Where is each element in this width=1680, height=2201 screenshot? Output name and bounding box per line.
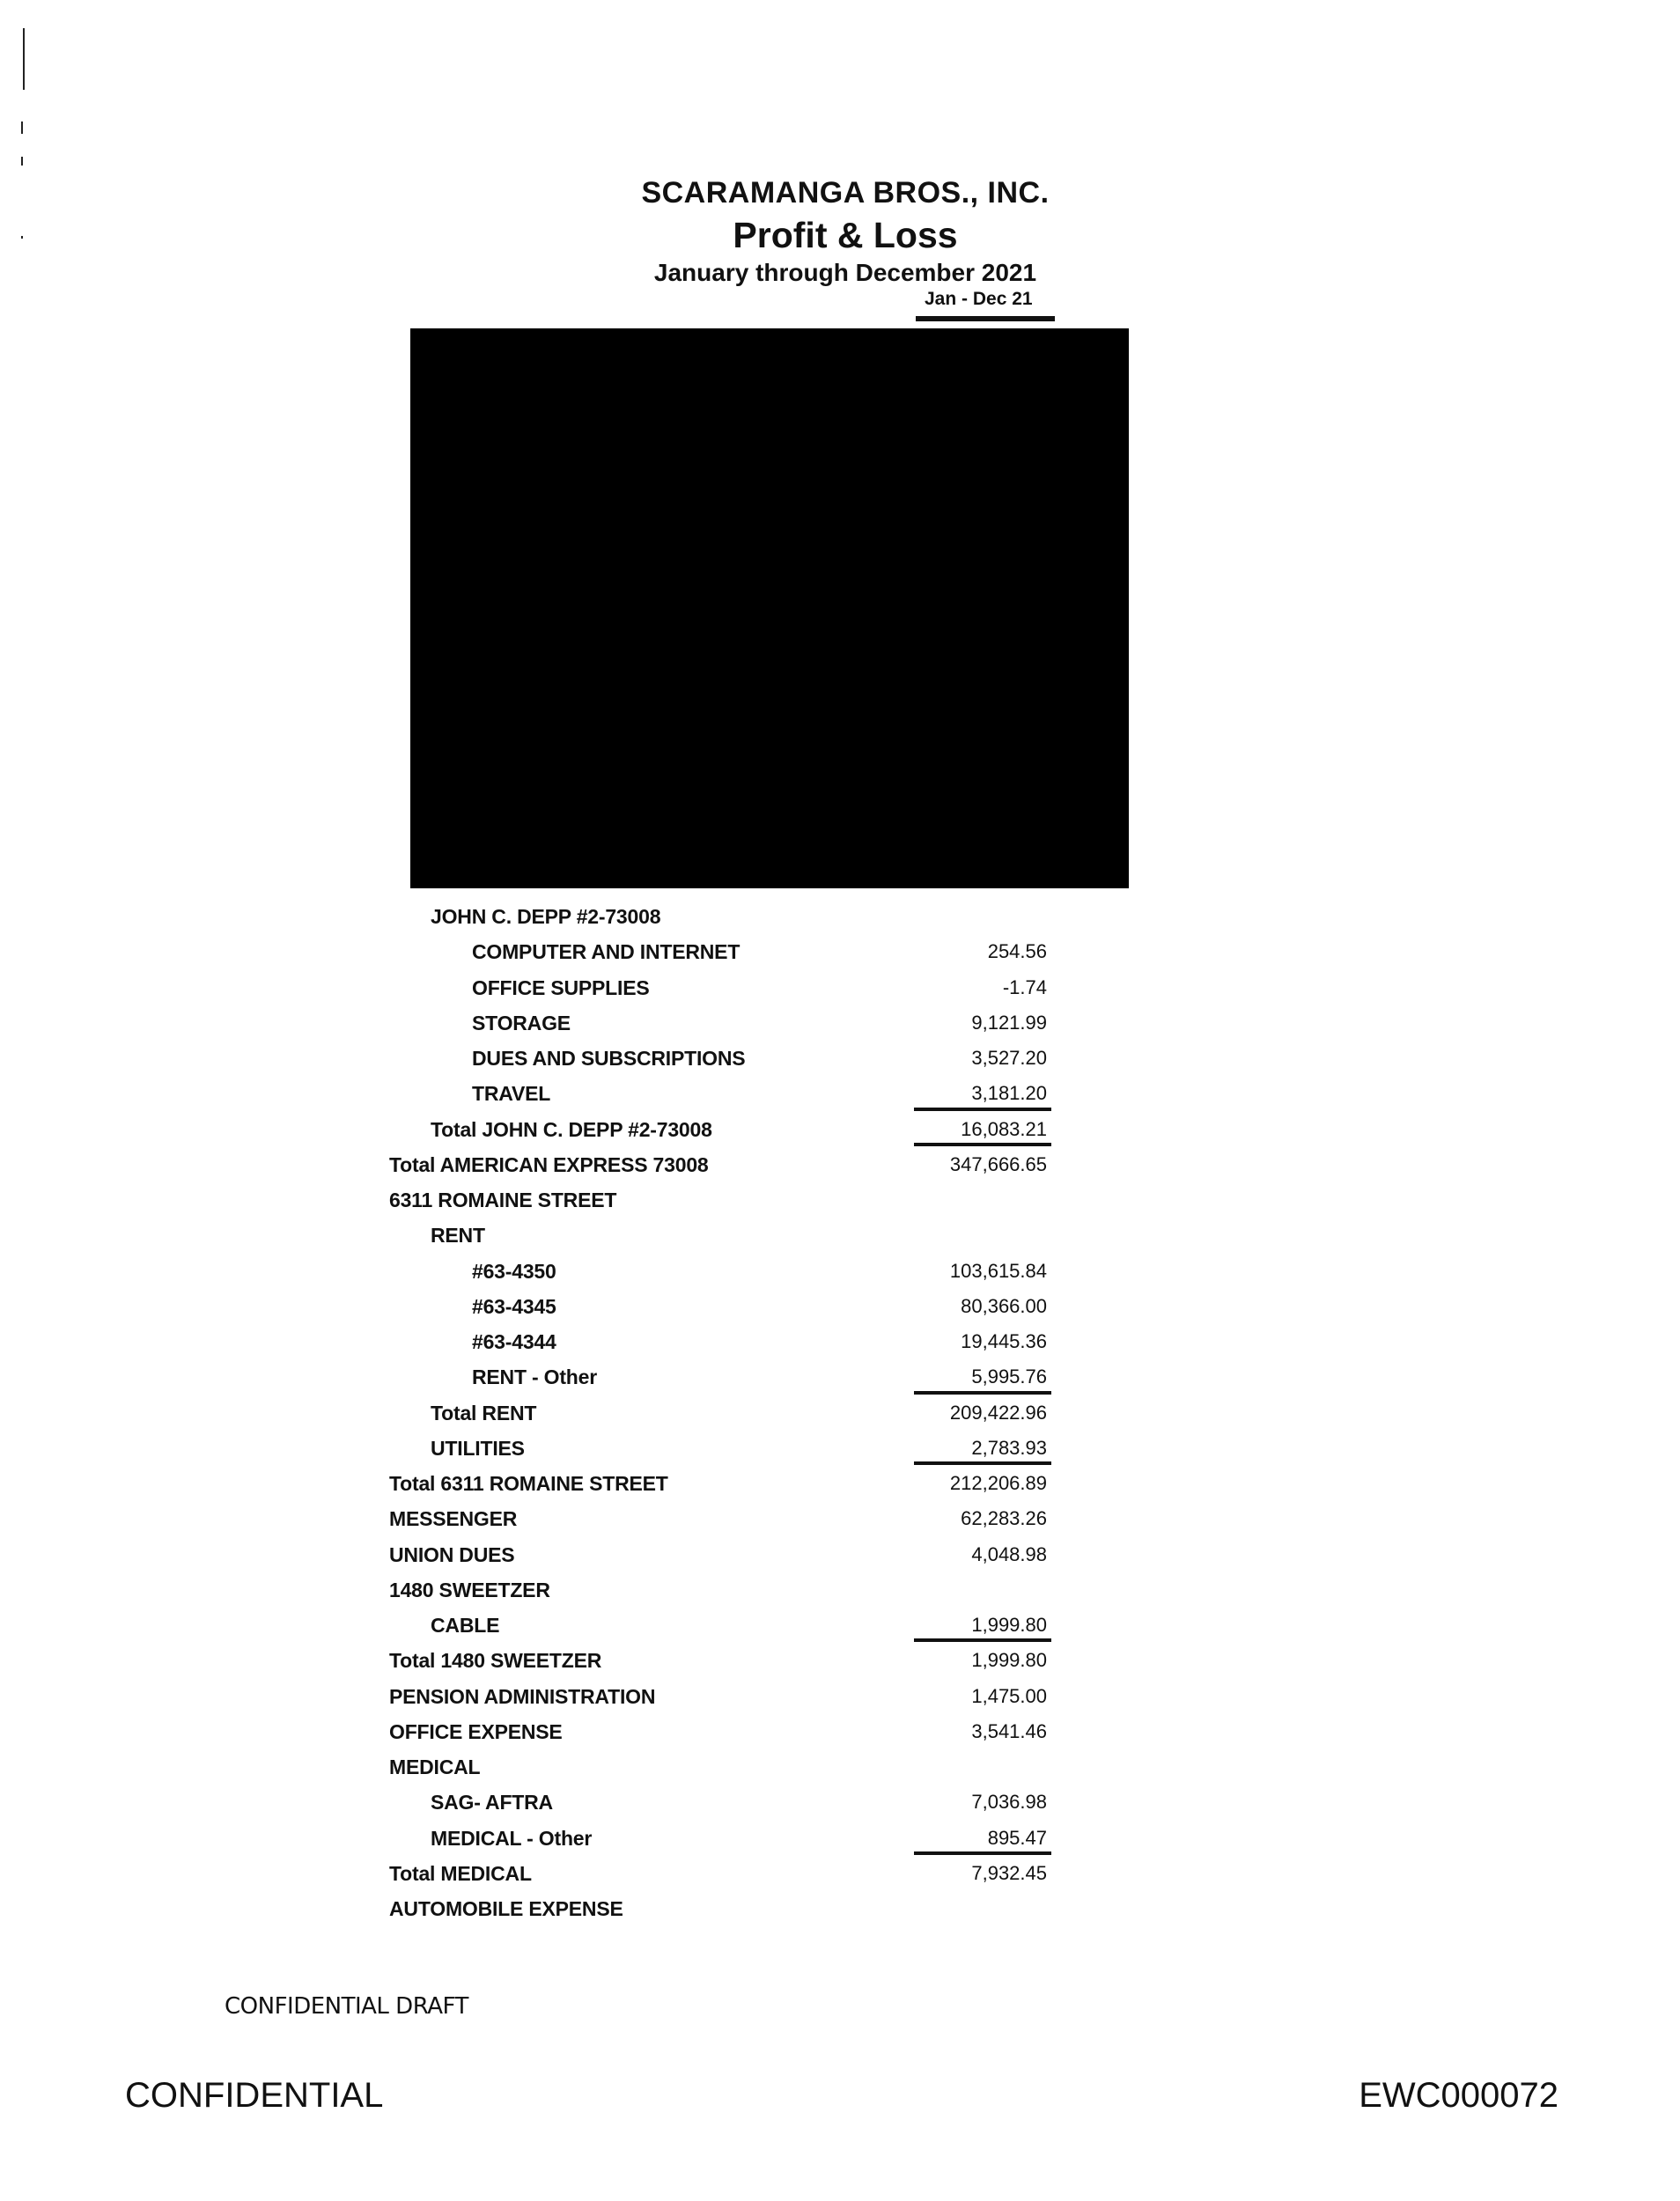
row-value: 19,445.36 xyxy=(961,1330,1047,1352)
statement-row xyxy=(0,1253,1680,1288)
column-header: Jan - Dec 21 xyxy=(925,289,1033,309)
row-label: DUES AND SUBSCRIPTIONS xyxy=(472,1047,746,1070)
row-label: STORAGE xyxy=(472,1011,571,1034)
row-label: OFFICE SUPPLIES xyxy=(472,975,650,999)
statement-row xyxy=(0,1358,1680,1394)
statement-row xyxy=(0,1181,1680,1217)
row-value: 3,527.20 xyxy=(971,1047,1047,1069)
statement-row xyxy=(0,1288,1680,1323)
row-value: 209,422.96 xyxy=(949,1401,1047,1424)
confidential-draft-stamp: CONFIDENTIAL DRAFT xyxy=(225,1993,468,2020)
row-label: COMPUTER AND INTERNET xyxy=(472,940,741,964)
statement-row xyxy=(0,969,1680,1005)
row-label: Total 1480 SWEETZER xyxy=(389,1649,602,1673)
row-value: 5,995.76 xyxy=(971,1366,1047,1388)
row-label: RENT xyxy=(431,1224,485,1248)
bates-number: EWC000072 xyxy=(1359,2076,1558,2115)
row-value: 347,666.65 xyxy=(949,1152,1047,1175)
row-label: Total JOHN C. DEPP #2-73008 xyxy=(431,1117,712,1141)
row-label: MESSENGER xyxy=(389,1507,518,1531)
statement-row xyxy=(0,1075,1680,1110)
statement-row xyxy=(0,933,1680,968)
row-label: 6311 ROMAINE STREET xyxy=(389,1189,617,1211)
row-label: AUTOMOBILE EXPENSE xyxy=(389,1897,623,1920)
statement-row xyxy=(0,1642,1680,1677)
statement-row xyxy=(0,1111,1680,1146)
row-label: UTILITIES xyxy=(431,1436,525,1460)
row-label: Total 6311 ROMAINE STREET xyxy=(389,1472,668,1495)
row-label: TRAVEL xyxy=(472,1082,551,1106)
statement-row xyxy=(0,1855,1680,1890)
company-name: SCARAMANGA BROS., INC. xyxy=(641,176,1050,210)
row-value: 9,121.99 xyxy=(971,1011,1047,1034)
row-label: #63-4350 xyxy=(472,1259,556,1283)
redaction-block xyxy=(410,328,1129,888)
statement-row xyxy=(0,1713,1680,1748)
report-period: January through December 2021 xyxy=(653,259,1037,286)
statement-row xyxy=(0,1820,1680,1855)
statement-row xyxy=(0,1465,1680,1500)
statement-row xyxy=(0,1217,1680,1252)
row-label: OFFICE EXPENSE xyxy=(389,1719,563,1743)
row-label: Total RENT xyxy=(431,1401,537,1424)
row-value: -1.74 xyxy=(1002,975,1047,998)
scan-edge-mark xyxy=(23,28,25,90)
row-value: 3,181.20 xyxy=(971,1082,1047,1105)
row-label: CABLE xyxy=(431,1614,500,1637)
scan-edge-mark xyxy=(21,157,23,166)
row-label: SAG- AFTRA xyxy=(431,1791,553,1815)
statement-row xyxy=(0,1323,1680,1358)
confidential-footer: CONFIDENTIAL xyxy=(125,2076,384,2115)
scan-edge-mark xyxy=(21,236,23,239)
row-label: UNION DUES xyxy=(389,1542,515,1566)
statement-row xyxy=(0,1572,1680,1607)
statement-row xyxy=(0,1040,1680,1075)
scan-edge-mark xyxy=(21,121,23,134)
row-label: Total MEDICAL xyxy=(389,1861,532,1885)
row-value: 62,283.26 xyxy=(961,1507,1047,1530)
row-value: 4,048.98 xyxy=(971,1542,1047,1565)
statement-row xyxy=(0,1395,1680,1430)
row-value: 7,036.98 xyxy=(971,1791,1047,1814)
column-header-rule xyxy=(916,316,1055,321)
row-value: 103,615.84 xyxy=(949,1259,1047,1282)
statement-row xyxy=(0,1005,1680,1040)
statement-row xyxy=(0,898,1680,933)
row-value: 7,932.45 xyxy=(971,1861,1047,1884)
row-label: #63-4345 xyxy=(472,1294,556,1318)
row-value: 1,475.00 xyxy=(971,1684,1047,1707)
statement-row xyxy=(0,1500,1680,1535)
row-label: 1480 SWEETZER xyxy=(389,1578,550,1601)
statement-row xyxy=(0,1748,1680,1784)
row-label: RENT - Other xyxy=(472,1366,597,1389)
row-value: 212,206.89 xyxy=(949,1472,1047,1494)
statement-row xyxy=(0,1146,1680,1181)
row-value: 80,366.00 xyxy=(961,1294,1047,1317)
row-value: 3,541.46 xyxy=(971,1719,1047,1742)
row-label: MEDICAL xyxy=(389,1756,481,1778)
statement-row xyxy=(0,1607,1680,1642)
row-label: PENSION ADMINISTRATION xyxy=(389,1684,656,1708)
report-title: Profit & Loss xyxy=(733,215,958,255)
statement-row xyxy=(0,1784,1680,1819)
row-value: 1,999.80 xyxy=(971,1614,1047,1636)
statement-row xyxy=(0,1678,1680,1713)
row-label: #63-4344 xyxy=(472,1330,556,1353)
statement-row xyxy=(0,1890,1680,1925)
statement-rows xyxy=(0,898,1680,1925)
statement-row xyxy=(0,1430,1680,1465)
row-value: 254.56 xyxy=(987,940,1047,963)
row-label: Total AMERICAN EXPRESS 73008 xyxy=(389,1152,709,1176)
row-label: MEDICAL - Other xyxy=(431,1826,593,1850)
row-value: 2,783.93 xyxy=(971,1436,1047,1459)
row-value: 895.47 xyxy=(987,1826,1047,1849)
statement-row xyxy=(0,1536,1680,1572)
row-value: 16,083.21 xyxy=(961,1117,1047,1140)
row-value: 1,999.80 xyxy=(971,1649,1047,1672)
row-label: JOHN C. DEPP #2-73008 xyxy=(431,905,661,928)
